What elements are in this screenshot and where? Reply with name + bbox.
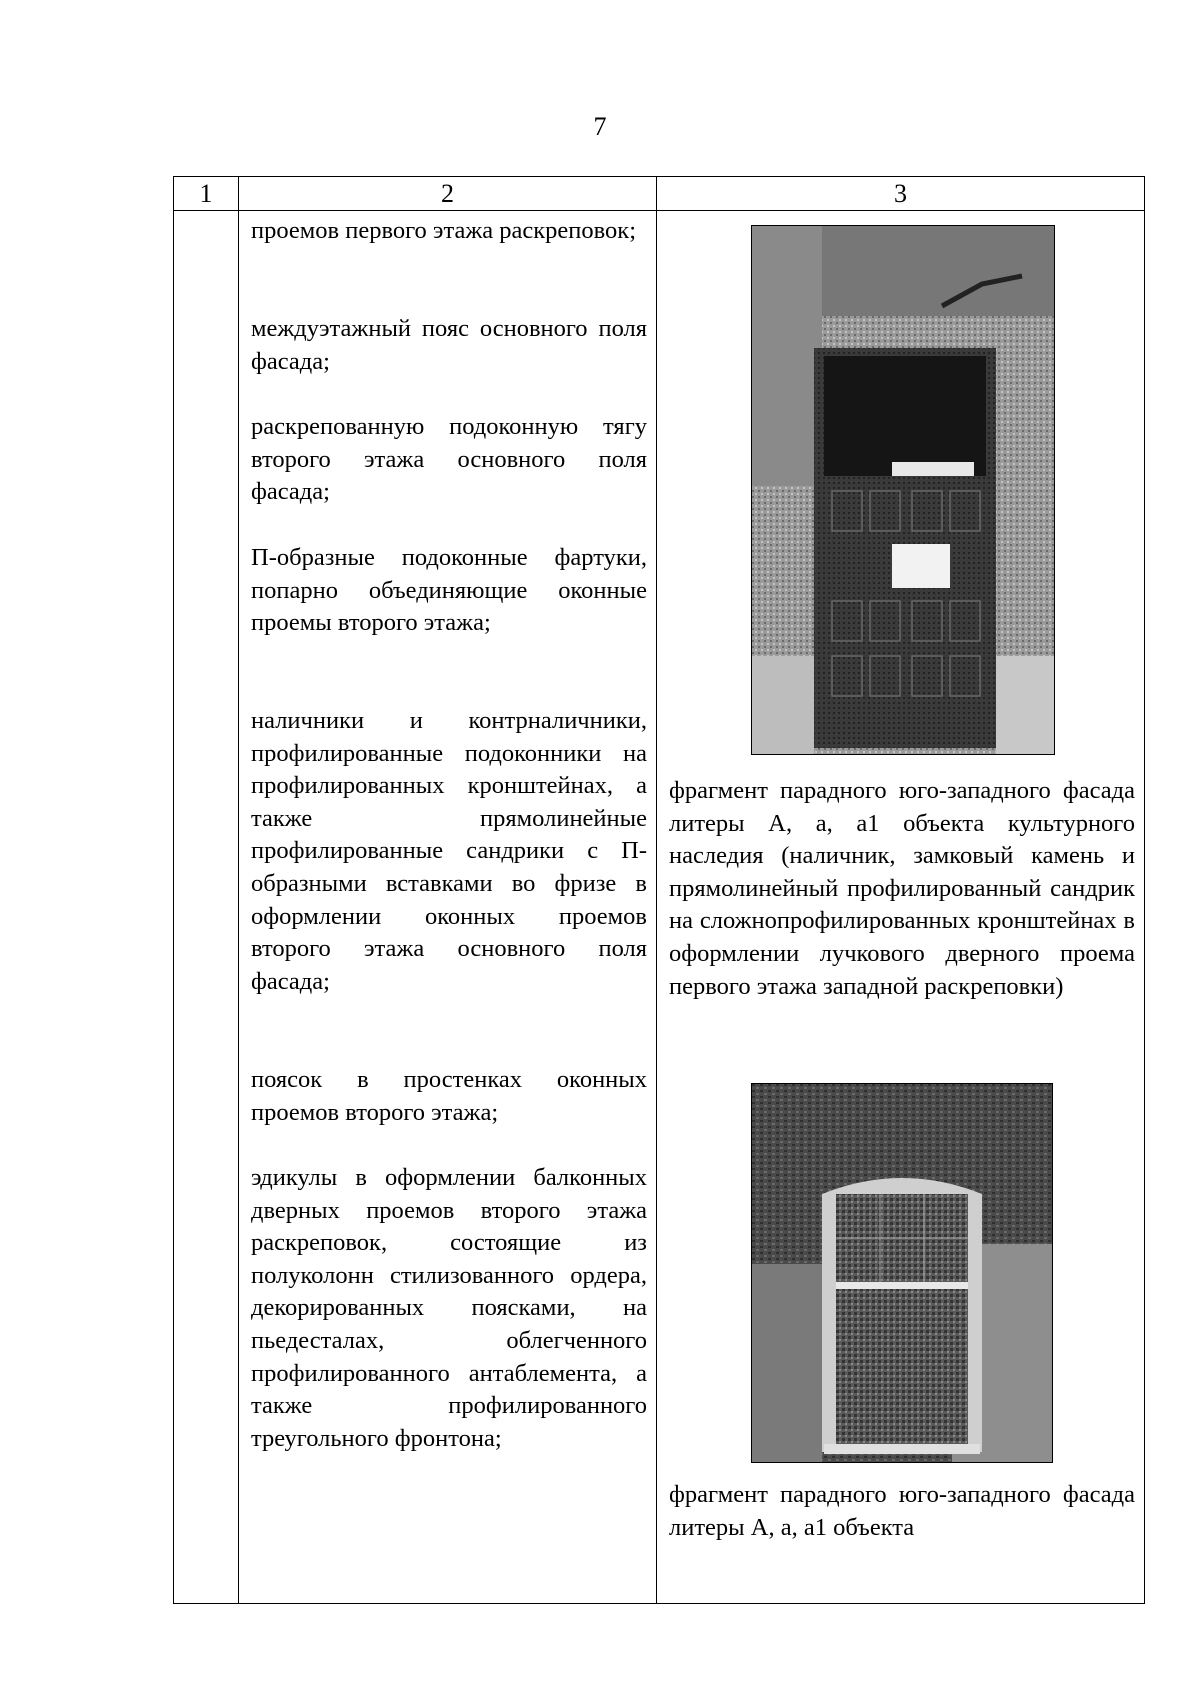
header-cell-1: 1	[174, 177, 239, 211]
element-paragraph: П-образные подоконные фартуки, попарно объединяющие оконные проемы второго этажа;	[251, 544, 647, 637]
element-paragraph: эдикулы в оформлении балконных дверных проемов второго этажа раскреповок, состоящие из полуколонн стилизованного ордера, декорированных поясками, на пьедесталах, облегченного профилированного антаблемента, а также профилированного треугольного фронтона;	[251, 1164, 647, 1452]
page-number: 7	[593, 112, 607, 141]
photo-caption: фрагмент парадного юго-западного фасада литеры А, а, а1 объекта культурного наследия (наличник, замковый камень и прямолинейный профилированный сандрик на сложнопрофилированных кронштейнах в оформлении лучкового дверного проема первого этажа западной раскреповки)	[669, 777, 1135, 1000]
photo-caption: фрагмент парадного юго-западного фасада литеры А, а, а1 объекта	[669, 1481, 1135, 1541]
heritage-table	[173, 176, 1145, 1604]
door-photo-icon	[751, 225, 1055, 755]
table-header-row	[174, 177, 1145, 211]
photos-cell	[657, 211, 1145, 1604]
number-cell	[174, 211, 239, 1604]
element-paragraph: наличники и контрналичники, профилированные подоконники на профилированных кронштейнах, а также прямолинейные профилированные сандрики с П-образными вставками во фризе в оформлении оконных проемов второго этажа основного поля фасада;	[251, 707, 647, 995]
window-photo-icon	[751, 1083, 1053, 1463]
element-paragraph: междуэтажный пояс основного поля фасада;	[251, 315, 647, 375]
element-paragraph: раскрепованную подоконную тягу второго этажа основного поля фасада;	[251, 413, 647, 506]
header-cell-3: 3	[657, 177, 1145, 211]
elements-cell	[239, 211, 657, 1604]
header-cell-2: 2	[239, 177, 657, 211]
table-row	[174, 211, 1145, 1604]
element-paragraph: поясок в простенках оконных проемов второго этажа;	[251, 1066, 647, 1126]
element-paragraph: проемов первого этажа раскреповок;	[251, 217, 637, 244]
